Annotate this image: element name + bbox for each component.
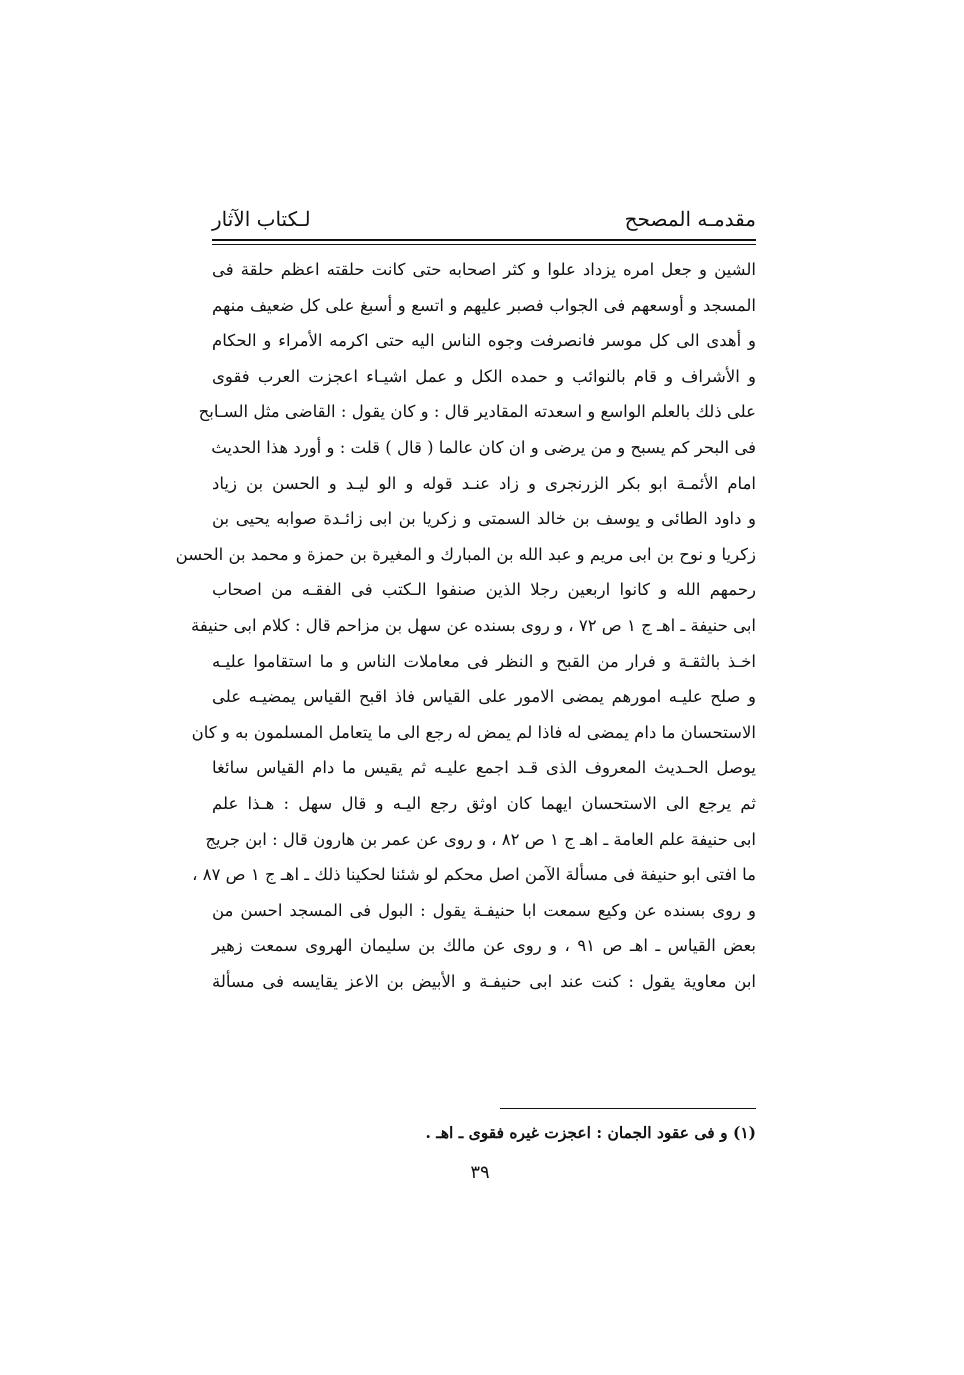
body-line: فى البحر كم يسبح و من يرضى و ان كان عالما ( قال ) قلت : و أورد هذا الحديث	[211, 437, 756, 457]
body-line: المسجد و أوسعهم فى الجواب فصبر عليهم و اتسع و أسبغ على كل ضعيف منهم	[212, 295, 756, 315]
body-line: امام الأئمـة ابو بكر الزرنجرى و زاد عنـد قوله و الو ليـد و الحسن بن زياد	[212, 473, 756, 493]
page-number: ٣٩	[470, 1162, 490, 1183]
body-line: ثم يرجع الى الاستحسان ايهما كان اوثق رجع اليـه و قال سهل : هـذا علم	[212, 793, 756, 813]
running-header	[212, 204, 756, 238]
footnote: (١) و فى عقود الجمان : اعجزت غيره فقوى ـ اهـ .	[425, 1123, 756, 1142]
body-line: ما افتى ابو حنيفة فى مسألة الآمن اصل محكم لو شئنا لحكينا ذلك ـ اهـ ج ١ ص ٨٧ ،	[192, 865, 756, 885]
body-line: و صلح عليـه امورهم يمضى الامور على القياس فاذ اقبح القياس يمضيـه على	[212, 687, 756, 707]
header-rule-thick	[212, 239, 756, 241]
body-line: الاستحسان ما دام يمضى له فاذا لم يمض له رجع الى ما يتعامل المسلمون به و كان	[191, 722, 756, 742]
body-line: يوصل الحـديث المعروف الذى قـد اجمع عليـه ثم يقيس ما دام القياس سائغا	[212, 758, 756, 778]
header-section-title: مقدمـه المصحح	[624, 207, 756, 231]
body-line: بعض القياس ـ اهـ ص ٩١ ، و روى عن مالك بن سليمان الهروى سمعت زهير	[212, 936, 757, 956]
body-line: و داود الطائى و يوسف بن خالد السمتى و زكريا بن ابى زائـدة صوابه يحيى بن	[212, 509, 756, 529]
body-line: و روى بسنده عن وكيع سمعت ابا حنيفـة يقول : البول فى المسجد احسن من	[212, 900, 756, 920]
body-line: اخـذ بالثقـة و فرار من القبح و النظر فى معاملات الناس و ما استقاموا عليـه	[212, 651, 756, 671]
body-line: الشين و جعل امره يزداد علوا و كثر اصحابه حتى كانت حلقته اعظم حلقة فى	[212, 260, 756, 279]
body-line: ابى حنيفة ـ اهـ ج ١ ص ٧٢ ، و روى بسنده عن سهل بن مزاحم قال : كلام ابى حنيفة	[191, 615, 756, 635]
body-line: على ذلك بالعلم الواسع و اسعدته المقادير قال : و كان يقول : القاضى مثل السـابح	[198, 402, 756, 422]
body-line: ابى حنيفة علم العامة ـ اهـ ج ١ ص ٨٢ ، و روى عن عمر بن هارون قال : ابن جريج	[205, 829, 756, 849]
body-line: رحمهم الله و كانوا اربعين رجلا الذين صنفوا الـكتب فى الفقـه من اصحاب	[212, 580, 756, 600]
footnote-rule	[500, 1108, 756, 1109]
body-line: ابن معاوية يقول : كنت عند ابى حنيفـة و الأبيض بن الاعز يقايسه فى مسألة	[212, 971, 756, 991]
body-line: و الأشراف و قام بالنوائب و حمده الكل و عمل اشيـاء اعجزت العرب فقوى	[212, 366, 756, 386]
header-book-title: لـكتاب الآثار	[212, 207, 311, 231]
body-line: و أهدى الى كل موسر فانصرفت وجوه الناس اليه حتى اكرمه الأمراء و الحكام	[212, 331, 756, 351]
body-line: زكريا و نوح بن ابى مريم و عبد الله بن المبارك و المغيرة بن حمزة و محمد بن الحسن	[175, 544, 756, 564]
header-rule-thin	[212, 244, 756, 245]
body-text	[175, 252, 757, 999]
